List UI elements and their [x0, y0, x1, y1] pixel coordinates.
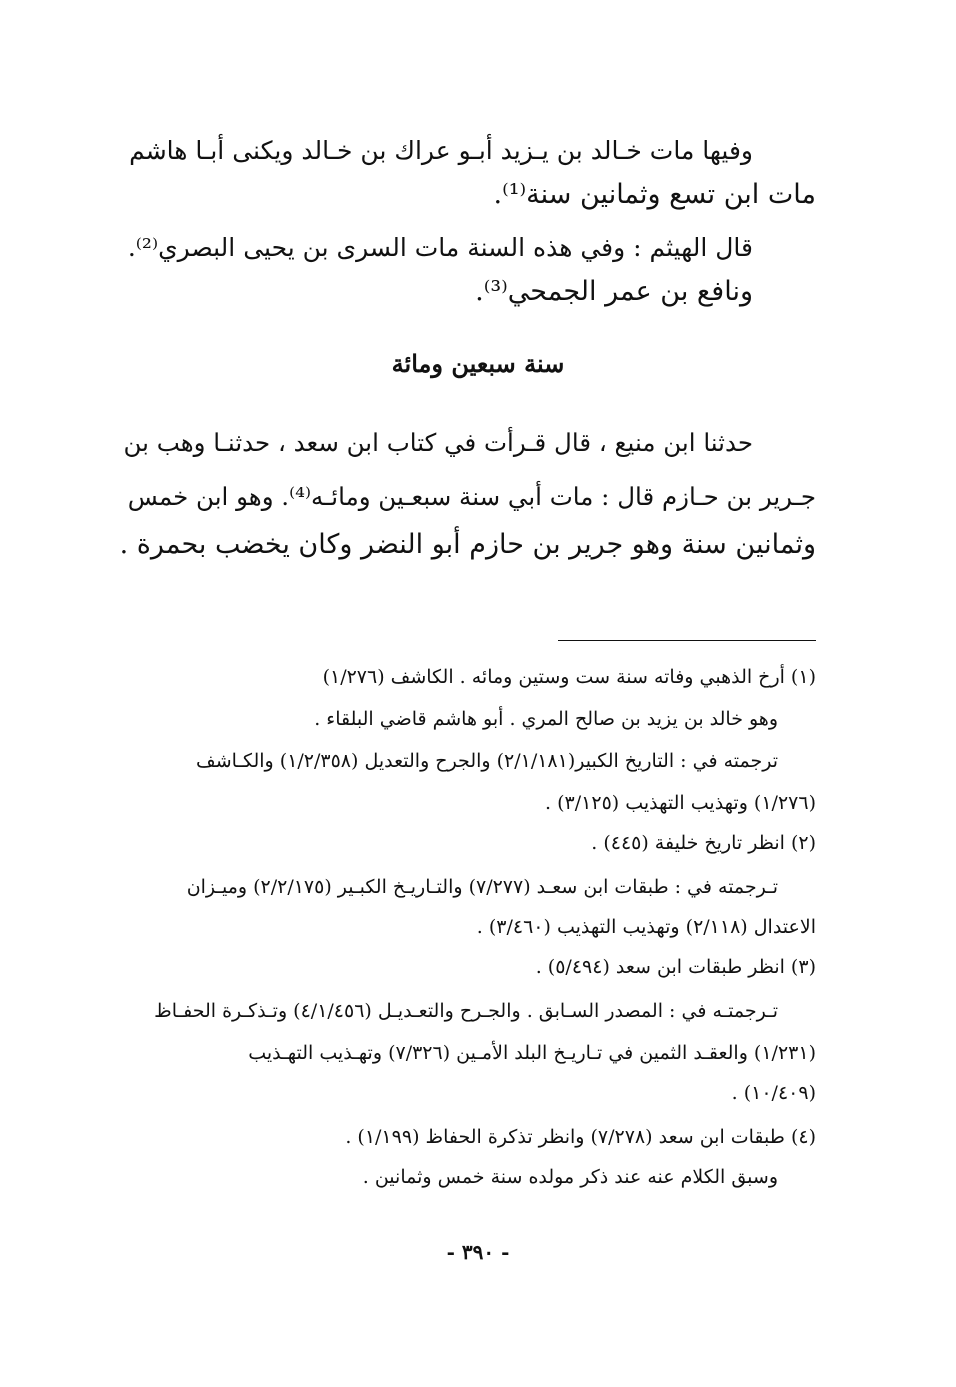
body-text-line: قال الهيثم : وفي هذه السنة مات السرى بن يحيى البصري⁽²⁾.: [127, 233, 753, 262]
page-number: - ٣٩٠ -: [446, 1240, 510, 1264]
footnote-line: تـرجمته في : طبقات ابن سعـد (٧/٢٧٧) والتـاريـخ الكبـير (٢/٢/١٧٥) وميـزان: [186, 876, 778, 898]
body-text-line: حدثنا ابن منيع ، قال قـرأت في كتاب ابن سعد ، حدثنـا وهب بن: [123, 428, 753, 457]
footnote-line: (١/٢٣١) والعقـد الثمين في تـاريـخ البلد الأمـين (٧/٣٢٦) وتهـذيب التهـذيب: [248, 1042, 816, 1064]
body-text-line: ونافع بن عمر الجمحي⁽³⁾.: [475, 276, 753, 307]
footnote-line: (٢) انظر تاريخ خليفة (٤٤٥) .: [591, 832, 816, 854]
footnote-line: وهو خالد بن يزيد بن صالح المري . أبو هاشم قاضي البلقاء .: [314, 708, 778, 730]
footnote-line: (٤) طبقات ابن سعد (٧/٢٧٨) وانظر تذكرة الحفاظ (١/١٩٩) .: [345, 1126, 816, 1148]
footnote-line: (١/٢٧٦) وتهذيب التهذيب (٣/١٢٥) .: [545, 792, 816, 814]
section-heading: سنة سبعين ومائة: [391, 349, 565, 378]
body-text-line: وثمانين سنة وهو جرير بن حازم أبو النضر وكان يخضب بحمرة .: [119, 529, 816, 560]
footnote-line: تـرجمتـه في : المصدر السـابق . والجـرح والتعـديـل (٤/١/٤٥٦) وتـذكـرة الحفـاظ: [154, 1000, 778, 1022]
body-text-line: جـرير بن حـازم قال : مات أبي سنة سبعـين ومائـه⁽⁴⁾. وهو ابن خمس: [127, 482, 816, 511]
footnote-line: وسبق الكلام عنه عند ذكر مولده سنة خمس وثمانين .: [362, 1166, 778, 1188]
footnote-line: ترجمته في : التاريخ الكبير(٢/١/١٨١) والجرح والتعديل (١/٢/٣٥٨) والكـاشف: [196, 750, 778, 772]
footnote-line: (١٠/٤٠٩) .: [731, 1082, 816, 1104]
footnote-separator: [558, 640, 816, 641]
footnote-line: (١) أرخ الذهبي وفاته سنة ست وستين ومائه . الكاشف (١/٢٧٦): [322, 666, 816, 688]
footnote-line: الاعتدال (٢/١١٨) وتهذيب التهذيب (٣/٤٦٠) .: [476, 916, 816, 938]
body-text-line: وفيها مات خـالد بن يـزيد أبـو عراك بن خـالد ويكنى أبـا هاشم: [129, 136, 753, 165]
footnote-line: (٣) انظر طبقات ابن سعد (٥/٤٩٤) .: [535, 956, 816, 978]
body-text-line: مات ابن تسع وثمانين سنة⁽¹⁾.: [493, 179, 816, 210]
